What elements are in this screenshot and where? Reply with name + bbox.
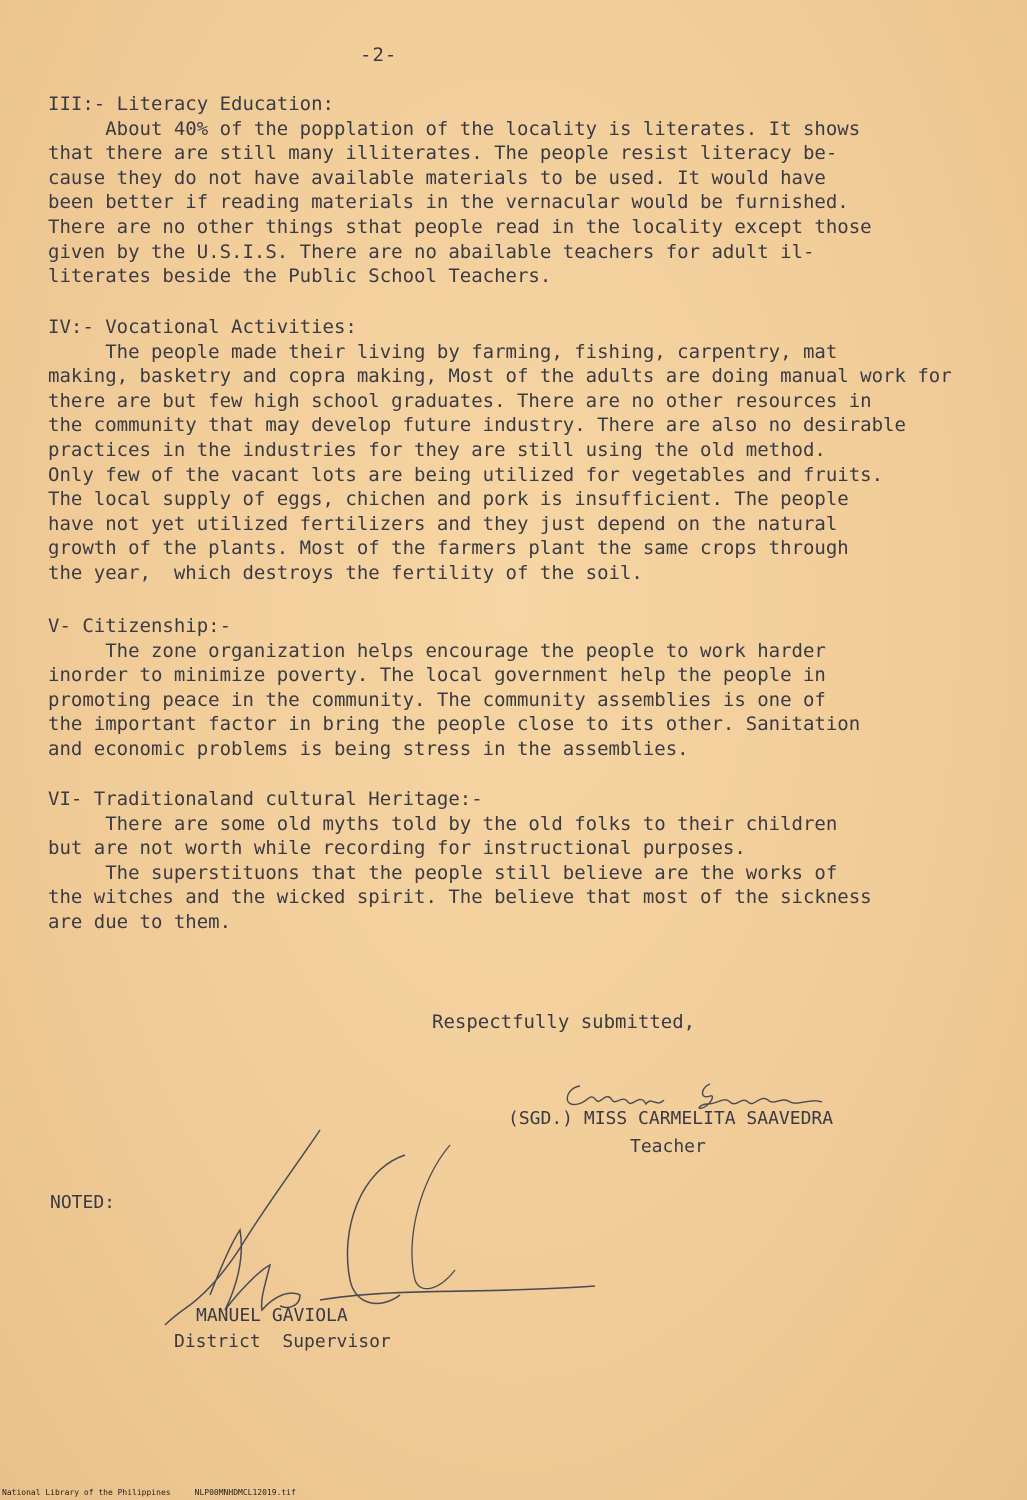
- text-line: the year, which destroys the fertility of the soil.: [48, 561, 643, 584]
- text-line: the important factor in bring the people close to its other. Sanitation: [48, 713, 861, 736]
- text-line: promoting peace in the community. The community assemblies is one of: [48, 688, 826, 711]
- section-heading: III:- Literacy Education:: [48, 93, 334, 115]
- text-line: that there are still many illiterates. The people resist literacy be-: [48, 142, 838, 165]
- section-vocational: [48, 315, 1008, 586]
- supervisor-signature: [150, 1120, 610, 1330]
- text-line: there are but few high school graduates. There are no other resources in: [48, 389, 872, 412]
- text-line: inorder to minimize poverty. The local government help the people in: [48, 664, 826, 687]
- text-line: cause they do not have available materials to be used. It would have: [48, 166, 826, 189]
- supervisor-name: MANUEL GAVIOLA: [196, 1305, 348, 1326]
- text-line: The zone organization helps encourage the people to work harder: [48, 639, 826, 662]
- section-heading: V- Citizenship:-: [48, 615, 232, 637]
- text-line: given by the U.S.I.S. There are no abailable teachers for adult il-: [48, 240, 815, 263]
- section-citizenship: [48, 614, 1008, 762]
- closing-text: Respectfully submitted,: [432, 1011, 696, 1033]
- noted-label: NOTED:: [50, 1192, 116, 1213]
- section-heading: VI- Traditionaland cultural Heritage:-: [48, 788, 483, 810]
- text-line: About 40% of the popplation of the locality is literates. It shows: [48, 117, 861, 140]
- text-line: The superstituons that the people still believe are the works of: [48, 861, 838, 884]
- text-line: There are some old myths told by the old folks to their children: [48, 812, 838, 835]
- teacher-signed-name: (SGD.) MISS CARMELITA SAAVEDRA: [508, 1108, 834, 1129]
- section-literacy: [48, 92, 1008, 289]
- text-line: growth of the plants. Most of the farmers plant the same crops through: [48, 537, 849, 560]
- archive-footer: National Library of the Philippines NLP00MNHDMCL12019.tif: [2, 1488, 296, 1497]
- text-line: the community that may develop future industry. There are also no desirable: [48, 414, 906, 437]
- section-heritage: [48, 787, 1008, 935]
- text-line: and economic problems is being stress in the assemblies.: [48, 737, 689, 760]
- text-line: The local supply of eggs, chichen and pork is insufficient. The people: [48, 488, 849, 511]
- text-line: literates beside the Public School Teachers.: [48, 265, 552, 288]
- text-line: the witches and the wicked spirit. The believe that most of the sickness: [48, 886, 872, 909]
- page-number: -2-: [360, 44, 398, 66]
- text-line: but are not worth while recording for instructional purposes.: [48, 837, 746, 860]
- text-line: The people made their living by farming, fishing, carpentry, mat: [48, 340, 838, 363]
- supervisor-title: District Supervisor: [174, 1331, 391, 1352]
- text-line: There are no other things sthat people read in the locality except those: [48, 215, 872, 238]
- text-line: are due to them.: [48, 910, 232, 933]
- text-line: have not yet utilized fertilizers and they just depend on the natural: [48, 512, 838, 535]
- text-line: Only few of the vacant lots are being utilized for vegetables and fruits.: [48, 463, 884, 486]
- text-line: making, basketry and copra making, Most of the adults are doing manual work for: [48, 365, 952, 388]
- section-heading: IV:- Vocational Activities:: [48, 316, 357, 338]
- text-line: been better if reading materials in the vernacular would be furnished.: [48, 191, 849, 214]
- text-line: practices in the industries for they are still using the old method.: [48, 438, 826, 461]
- teacher-title: Teacher: [630, 1136, 706, 1157]
